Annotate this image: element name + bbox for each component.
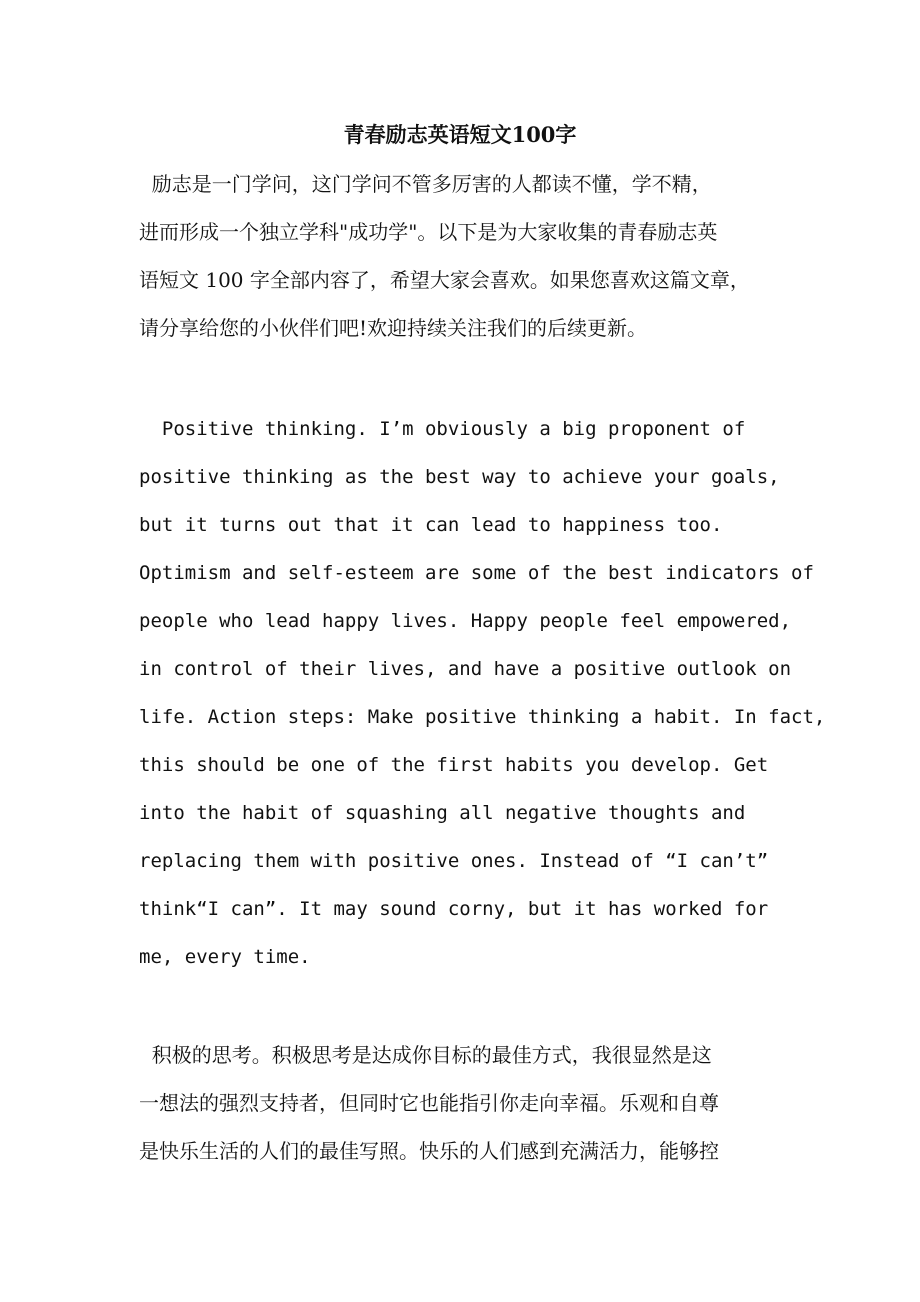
english-line: this should be one of the first habits you develop. Get xyxy=(139,754,769,776)
english-line: Optimism and self-esteem are some of the best indicators of xyxy=(139,562,814,584)
english-line: positive thinking as the best way to achieve your goals, xyxy=(139,466,780,488)
english-line: me, every time. xyxy=(139,946,311,968)
intro-line: 请分享给您的小伙伴们吧!欢迎持续关注我们的后续更新。 xyxy=(139,316,648,340)
chinese-line: 积极的思考。积极思考是达成你目标的最佳方式，我很显然是这 xyxy=(139,1043,712,1067)
intro-line: 语短文 100 字全部内容了，希望大家会喜欢。如果您喜欢这篇文章， xyxy=(139,268,750,292)
english-line: but it turns out that it can lead to happiness too. xyxy=(139,514,723,536)
english-line: people who lead happy lives. Happy people feel empowered, xyxy=(139,610,792,632)
english-line: in control of their lives, and have a positive outlook on xyxy=(139,658,792,680)
intro-line: 进而形成一个独立学科"成功学"。以下是为大家收集的青春励志英 xyxy=(139,220,718,244)
english-line: life. Action steps: Make positive thinking a habit. In fact, xyxy=(139,706,826,728)
english-line: Positive thinking. I’m obviously a big proponent of xyxy=(139,418,746,440)
english-line: think“I can”. It may sound corny, but it has worked for xyxy=(139,898,769,920)
english-line: into the habit of squashing all negative thoughts and xyxy=(139,802,746,824)
chinese-line: 是快乐生活的人们的最佳写照。快乐的人们感到充满活力，能够控 xyxy=(139,1139,719,1163)
intro-line: 励志是一门学问，这门学问不管多厉害的人都读不懂，学不精， xyxy=(139,172,712,196)
document-title: 青春励志英语短文100字 xyxy=(343,122,577,147)
chinese-line: 一想法的强烈支持者，但同时它也能指引你走向幸福。乐观和自尊 xyxy=(139,1091,719,1115)
english-line: replacing them with positive ones. Instead of “I can’t” xyxy=(139,850,769,872)
